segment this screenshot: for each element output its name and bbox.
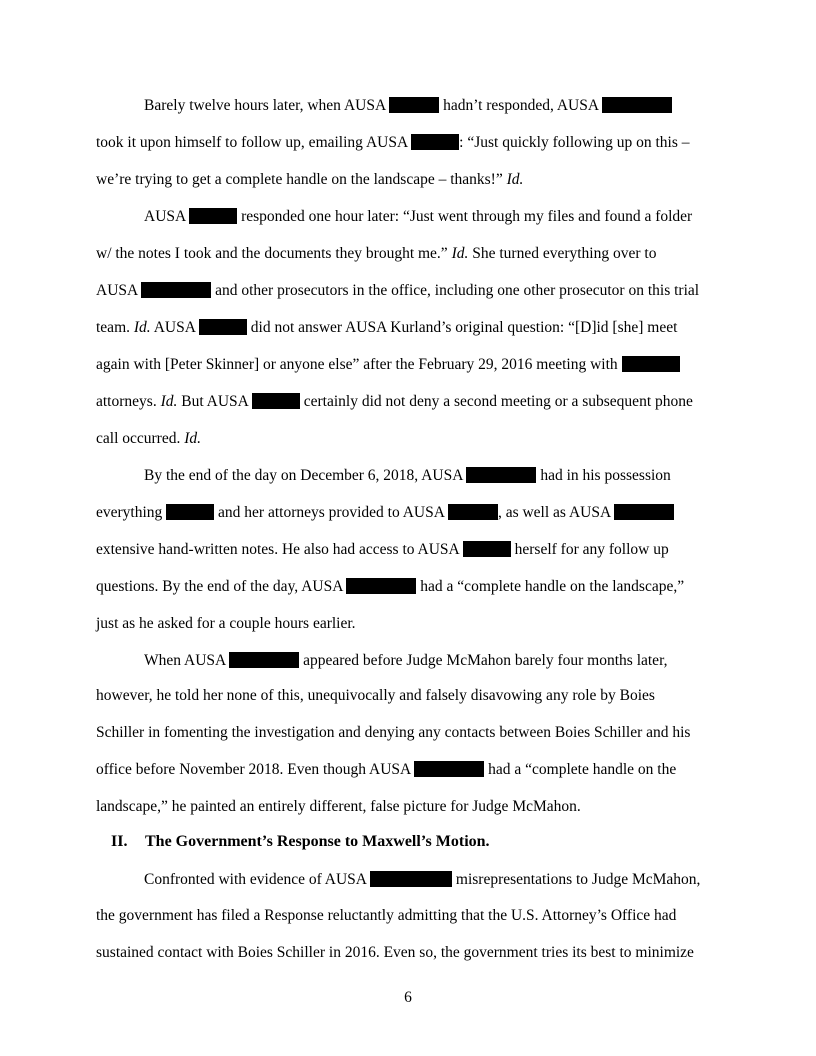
text: hadn’t responded, AUSA [439,97,603,114]
page-number: 6 [404,989,412,1006]
text: again with [Peter Skinner] or anyone else” after the February 29, 2016 meeting with [96,356,622,373]
p2-line-3 [96,281,699,301]
text: had a “complete handle on the landscape,” [416,578,685,595]
text: took it upon himself to follow up, emailing AUSA [96,134,412,151]
redaction [463,541,511,557]
text: misrepresentations to Judge McMahon, [452,871,701,888]
text: When AUSA [144,652,230,669]
text: , as well as AUSA [497,504,615,521]
p5-line-1 [144,870,700,890]
text: we’re trying to get a complete handle on the landscape – thanks!” [96,171,507,188]
citation: Id. [133,319,151,336]
text: and other prosecutors in the office, including one other prosecutor on this trial [211,282,700,299]
redaction [252,393,300,409]
redaction [414,761,484,777]
text: Schiller in fomenting the investigation and denying any contacts between Boies Schiller and his [96,724,691,741]
text: AUSA [96,282,142,299]
heading-number: II. [111,833,128,850]
text: did not answer AUSA Kurland’s original question: “[D]id [she] meet [246,319,678,336]
p3-line-1 [144,466,671,486]
redaction [229,652,299,668]
p4-line-5 [96,797,581,817]
redaction [346,578,416,594]
p3-line-4 [96,577,684,597]
p4-line-4 [96,760,676,780]
redaction [614,504,674,520]
section-heading [111,832,490,852]
redaction [370,871,452,887]
p4-line-2 [96,686,655,706]
p2-line-7 [96,429,201,449]
p3-line-5 [96,614,356,634]
text: questions. By the end of the day, AUSA [96,578,347,595]
text: By the end of the day on December 6, 2018, AUSA [144,467,467,484]
heading-title: The Government’s Response to Maxwell’s Motion. [145,833,490,850]
text: herself for any follow up [510,541,669,558]
text: however, he told her none of this, unequivocally and falsely disavowing any role by Boies [96,687,655,704]
text: extensive hand-written notes. He also had access to AUSA [96,541,463,558]
text: Confronted with evidence of AUSA [144,871,371,888]
redaction [166,504,214,520]
p2-line-2 [96,244,656,264]
redaction [411,134,459,150]
p1-line-3 [96,170,523,190]
citation: Id. [160,393,178,410]
text: But AUSA [177,393,252,410]
p2-line-4 [96,318,677,338]
text: AUSA [144,208,190,225]
p5-line-2 [96,906,676,926]
text: AUSA [150,319,199,336]
p2-line-6 [96,392,693,412]
text: Barely twelve hours later, when AUSA [144,97,390,114]
citation: Id. [451,245,469,262]
redaction [199,319,247,335]
p5-line-3 [96,943,694,963]
p4-line-3 [96,723,690,743]
redaction [189,208,237,224]
text: landscape,” he painted an entirely different, false picture for Judge McMahon. [96,798,581,815]
text: sustained contact with Boies Schiller in 2016. Even so, the government tries its best to minimize [96,944,694,961]
p3-line-3 [96,540,669,560]
p1-line-2 [96,133,690,153]
text: : “Just quickly following up on this – [459,134,690,151]
p4-line-1 [144,651,667,671]
text: the government has filed a Response reluctantly admitting that the U.S. Attorney’s Office had [96,907,677,924]
p2-line-5 [96,355,680,375]
text: and her attorneys provided to AUSA [214,504,448,521]
text: She turned everything over to [468,245,657,262]
text: had a “complete handle on the [484,761,677,778]
redaction [448,504,498,520]
p1-line-1 [144,96,672,116]
redaction [141,282,211,298]
text: w/ the notes I took and the documents they brought me.” [96,245,452,262]
text: just as he asked for a couple hours earlier. [96,615,356,632]
redaction [466,467,536,483]
citation: Id. [184,430,202,447]
text: certainly did not deny a second meeting or a subsequent phone [299,393,693,410]
text: had in his possession [536,467,671,484]
redaction [602,97,672,113]
text: office before November 2018. Even though AUSA [96,761,415,778]
text: responded one hour later: “Just went through my files and found a folder [237,208,693,225]
redaction [622,356,680,372]
citation: Id. [506,171,524,188]
redaction [389,97,439,113]
text: everything [96,504,167,521]
p3-line-2 [96,503,674,523]
text: call occurred. [96,430,185,447]
text: team. [96,319,134,336]
text: attorneys. [96,393,161,410]
text: appeared before Judge McMahon barely four months later, [299,652,668,669]
p2-line-1 [144,207,692,227]
